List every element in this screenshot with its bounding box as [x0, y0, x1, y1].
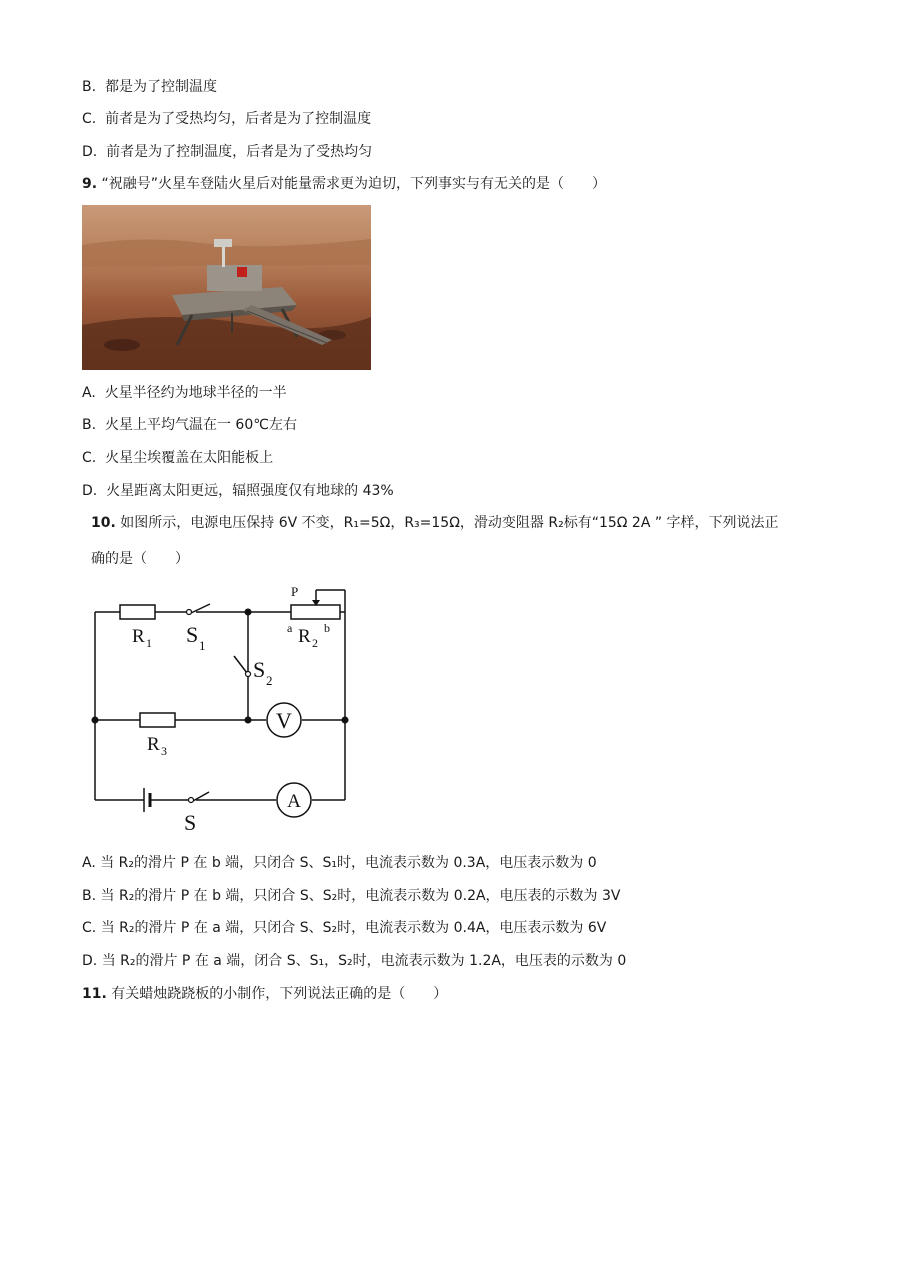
- r1-subscript: 1: [146, 636, 152, 650]
- circuit-diagram: [86, 580, 361, 835]
- option-label: C.: [82, 111, 97, 127]
- option-text: 当 R₂的滑片 P 在 a 端，闭合 S、S₁，S₂时，电流表示数为 1.2A，电压表的示数为 0: [101, 953, 627, 969]
- question-text-continued: 确的是（ ）: [91, 551, 189, 567]
- q9-option-c: [82, 448, 273, 468]
- question-number: 11.: [82, 986, 107, 1002]
- option-text: 火星距离太阳更远，辐照强度仅有地球的 43%: [106, 483, 394, 499]
- option-label: C.: [82, 450, 97, 466]
- r2-subscript: 2: [312, 636, 318, 650]
- r3-subscript: 3: [161, 744, 167, 758]
- q9-option-a: [82, 383, 287, 403]
- q10-option-d: [82, 951, 626, 971]
- option-label: B.: [82, 417, 97, 433]
- q8-option-b: [82, 77, 217, 97]
- q9-option-d: [82, 481, 394, 501]
- s2-label: S: [253, 657, 266, 682]
- option-label: B.: [82, 79, 97, 95]
- s2-subscript: 2: [266, 673, 273, 688]
- option-text: 当 R₂的滑片 P 在 b 端，只闭合 S、S₂时，电流表示数为 0.2A，电压表的示数为 3V: [100, 888, 621, 904]
- option-text: 火星半径约为地球半径的一半: [104, 385, 287, 401]
- option-text: 当 R₂的滑片 P 在 b 端，只闭合 S、S₁时，电流表示数为 0.3A，电压表示数为 0: [100, 855, 597, 871]
- q8-option-d: [82, 142, 372, 162]
- resistor-r3: [140, 713, 175, 727]
- q10-stem-line1: [91, 513, 779, 533]
- r2-end-b-label: b: [324, 621, 330, 635]
- question-text: “祝融号”火星车登陆火星后对能量需求更为迫切，下列事实与有无关的是（ ）: [101, 176, 607, 192]
- q11-stem: [82, 984, 447, 1004]
- q10-option-b: [82, 886, 621, 906]
- resistor-r1: [120, 605, 155, 619]
- option-text: 火星上平均气温在一 60℃左右: [104, 417, 297, 433]
- option-label: D.: [82, 953, 98, 969]
- option-label: A.: [82, 385, 96, 401]
- s1-label: S: [186, 622, 199, 647]
- option-label: A.: [82, 855, 96, 871]
- option-text: 火星尘埃覆盖在太阳能板上: [105, 450, 274, 466]
- option-label: D.: [82, 483, 98, 499]
- r3-label: R: [147, 734, 160, 755]
- option-text: 当 R₂的滑片 P 在 a 端，只闭合 S、S₂时，电流表示数为 0.4A，电压表示数为 6V: [100, 920, 607, 936]
- q9-option-b: [82, 415, 297, 435]
- option-label: B.: [82, 888, 97, 904]
- q10-option-a: [82, 853, 597, 873]
- slider-p-label: P: [291, 584, 299, 599]
- question-number: 9.: [82, 176, 98, 192]
- ammeter-label: A: [287, 791, 301, 812]
- q8-option-c: [82, 109, 371, 129]
- option-label: D.: [82, 144, 98, 160]
- question-number: 10.: [91, 515, 116, 531]
- mars-rover-photo: [82, 205, 371, 370]
- question-text: 如图所示，电源电压保持 6V 不变，R₁=5Ω，R₃=15Ω，滑动变阻器 R₂标有“15Ω 2A ” 字样，下列说法正: [120, 515, 779, 531]
- r2-end-a-label: a: [287, 621, 293, 635]
- q9-stem: [82, 174, 606, 194]
- option-label: C.: [82, 920, 97, 936]
- option-text: 前者是为了受热均匀，后者是为了控制温度: [105, 111, 372, 127]
- r2-label: R: [298, 626, 311, 647]
- q10-option-c: [82, 918, 606, 938]
- voltmeter-label: V: [276, 708, 292, 733]
- r1-label: R: [132, 626, 145, 647]
- s1-subscript: 1: [199, 638, 206, 653]
- option-text: 前者是为了控制温度，后者是为了受热均匀: [106, 144, 373, 160]
- switch-s2-blade: [234, 656, 247, 673]
- option-text: 都是为了控制温度: [104, 79, 217, 95]
- question-text: 有关蜡烛跷跷板的小制作，下列说法正确的是（ ）: [111, 986, 448, 1002]
- q10-stem-line2: [91, 549, 189, 569]
- resistor-r2: [291, 605, 340, 619]
- switch-s-label: S: [184, 810, 197, 835]
